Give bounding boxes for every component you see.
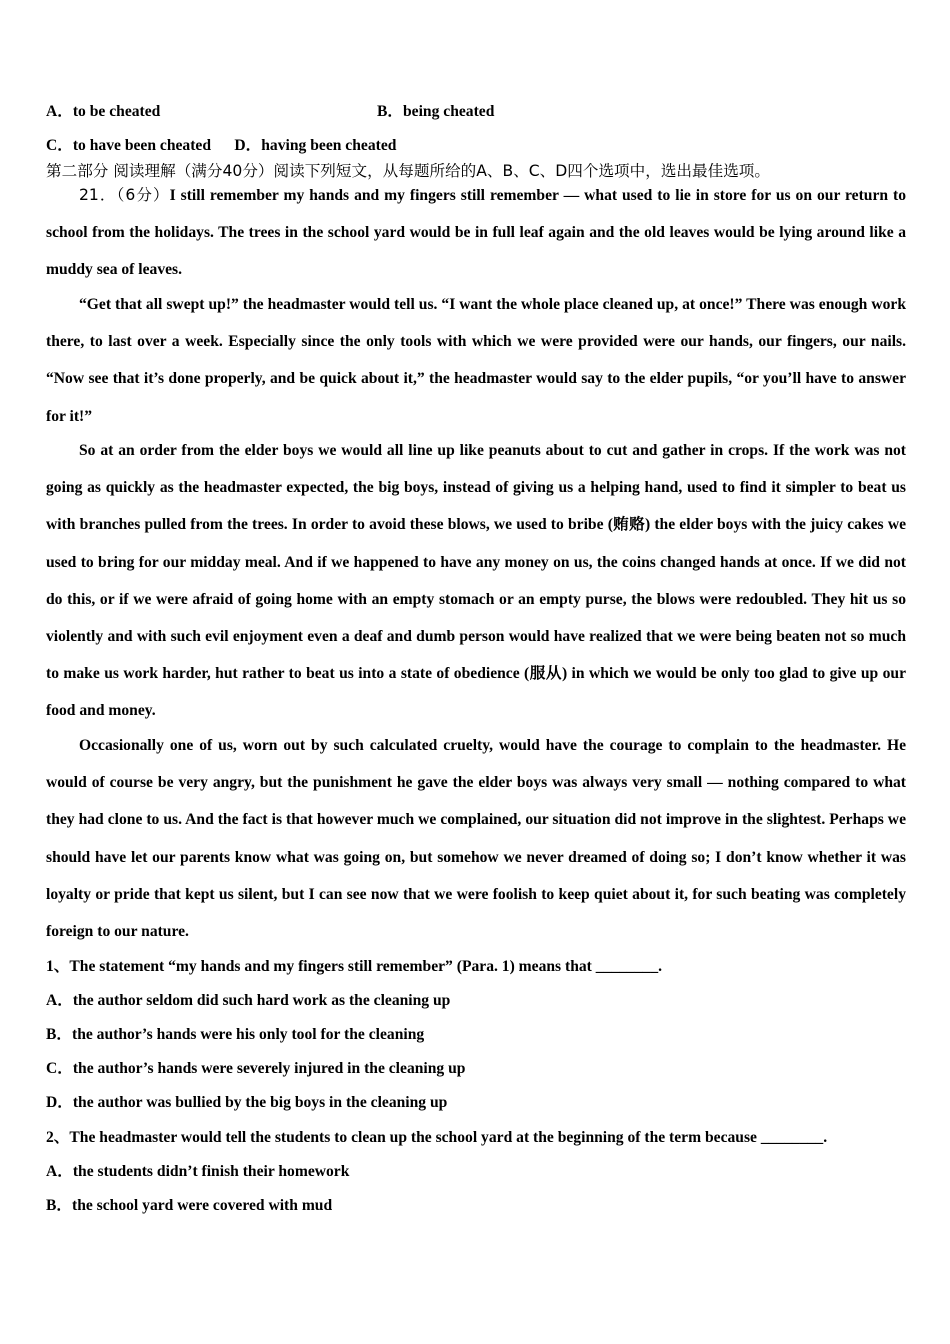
paragraph-text: Occasionally one of us, worn out by such calculated cruelty, would have the courage to complain to the headmaster. He would of course be very angry, but the punishment he gave the elder boys was always very small — nothing compared to what they had clone to us. And the fact is that however much we complained, our situation did not improve in the slightest. Perhaps we should have let our parents know what was going on, but somehow we never dreamed of doing so; I don’t know whether it was loyalty or pride that kept us silent, but I can see now that we were foolish to keep quiet about it, for such beating was completely foreign to our nature. [46, 737, 906, 941]
option-b: B．being cheated [377, 103, 495, 120]
passage-paragraph-2 [46, 286, 906, 435]
question-2-stem: 2、The headmaster would tell the students to clean up the school yard at the beginning of the term because ________. [46, 1129, 828, 1146]
passage-paragraph-3 [46, 432, 906, 730]
question-2-option-a: A．the students didn’t finish their homework [46, 1163, 350, 1180]
question-2-option-b: B．the school yard were covered with mud [46, 1197, 333, 1214]
option-c-d: C．to have been cheated D．having been cheated [46, 137, 397, 154]
passage-paragraph-1 [46, 177, 906, 289]
section-heading: 第二部分 阅读理解（满分40分）阅读下列短文，从每题所给的A、B、C、D四个选项中，选出最佳选项。 [46, 162, 770, 180]
question-1-option-c: C．the author’s hands were severely injured in the cleaning up [46, 1060, 466, 1077]
option-a: A．to be cheated [46, 103, 161, 120]
question-number: 21．（6分） [79, 186, 170, 204]
paragraph-text: So at an order from the elder boys we would all line up like peanuts about to cut and gather in crops. If the work was not going as quickly as the headmaster expected, the big boys, instead of giving us a helping hand, used to find it simpler to beat us with branches pulled from the trees. In order to avoid these blows, we used to bribe (贿赂) the elder boys with the juicy cakes we used to bring for our midday meal. And if we happened to have any money on us, the coins changed hands at once. If we did not do this, or if we were afraid of going home with an empty stomach or an empty purse, the blows were redoubled. They hit us so violently and with such evil enjoyment even a deaf and dumb person would have realized that we were being beaten not so much to make us work harder, hut rather to beat us into a state of obedience (服从) in which we would be only too glad to give up our food and money. [46, 442, 906, 720]
question-1-option-d: D．the author was bullied by the big boys in the cleaning up [46, 1094, 448, 1111]
paragraph-text: I still remember my hands and my fingers still remember — what used to lie in store for us on our return to school from the holidays. The trees in the school yard would be in full leaf again and the old leaves would be lying around like a muddy sea of leaves. [46, 187, 906, 279]
question-1-option-a: A．the author seldom did such hard work as the cleaning up [46, 992, 451, 1009]
question-1-stem: 1、The statement “my hands and my fingers still remember” (Para. 1) means that ________. [46, 958, 663, 975]
question-1-option-b: B．the author’s hands were his only tool for the cleaning [46, 1026, 425, 1043]
passage-paragraph-4 [46, 727, 906, 950]
paragraph-text: “Get that all swept up!” the headmaster would tell us. “I want the whole place cleaned up, at once!” There was enough work there, to last over a week. Especially since the only tools with which we were provided were our hands, our fingers, our nails. “Now see that it’s done properly, and be quick about it,” the headmaster would say to the elder pupils, “or you’ll have to answer for it!” [46, 296, 906, 425]
